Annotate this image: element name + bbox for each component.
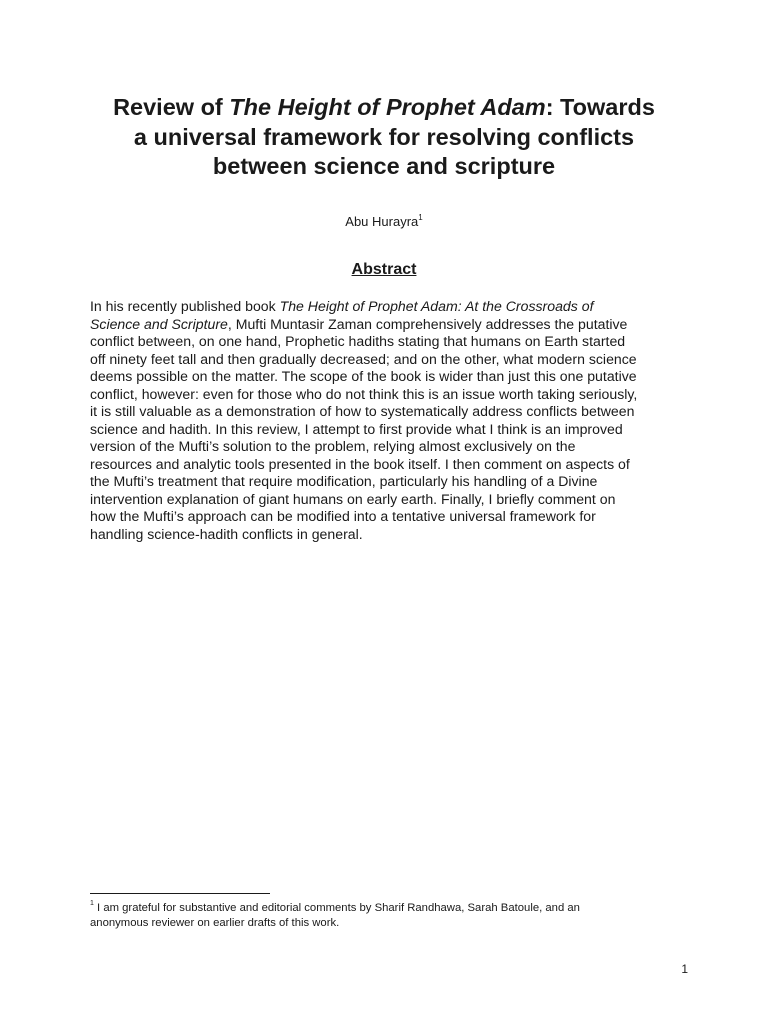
title-line-2: a universal framework for resolving conflicts bbox=[133, 123, 635, 150]
abstract-line: version of the Mufti’s solution to the problem, relying almost exclusively on the bbox=[90, 438, 576, 454]
footnote-mark: 1 bbox=[90, 900, 94, 908]
abstract-line bbox=[90, 316, 690, 334]
footnote bbox=[90, 901, 690, 930]
footnote-text: I am grateful for substantive and editorial comments by Sharif Randhawa, Sarah Batoule, and an bbox=[93, 902, 580, 914]
author-byline bbox=[0, 213, 768, 230]
footnote-line bbox=[90, 901, 690, 916]
page-number: 1 bbox=[681, 962, 688, 976]
abstract-line: resources and analytic tools presented in the book itself. I then comment on aspects of bbox=[90, 455, 630, 472]
abstract-line: conflict between, on one hand, Prophetic hadiths stating that humans on Earth started bbox=[90, 333, 626, 349]
footnote-line: anonymous reviewer on earlier drafts of this work. bbox=[90, 916, 340, 929]
abstract-line: intervention explanation of giant humans on early earth. Finally, I briefly comment on bbox=[90, 490, 616, 507]
title-book-name: The Height of Prophet Adam bbox=[229, 94, 546, 120]
paper-title bbox=[60, 93, 708, 182]
author-footnote-mark[interactable]: 1 bbox=[418, 212, 423, 222]
abstract-line: how the Mufti’s approach can be modified into a tentative universal framework for bbox=[90, 508, 596, 524]
abstract-body bbox=[90, 298, 690, 543]
abstract-line: it is still valuable as a demonstration of how to systematically address conflicts between bbox=[90, 403, 635, 419]
abstract-line: deems possible on the matter. The scope of the book is wider than just this one putative bbox=[90, 368, 637, 384]
title-prefix: Review of bbox=[113, 94, 230, 120]
abstract-line: conflict, however: even for those who do not think this is an issue worth taking seriously, bbox=[90, 385, 638, 402]
author-name: Abu Hurayra bbox=[345, 214, 419, 229]
abstract-text-segment: , Mufti Muntasir Zaman comprehensively addresses the putative bbox=[227, 315, 628, 332]
abstract-line: science and hadith. In this review, I attempt to first provide what I think is an improved bbox=[90, 420, 623, 437]
title-line-3: between science and scripture bbox=[212, 153, 556, 179]
abstract-book-title: The Height of Prophet Adam: At the Crossroads of bbox=[279, 298, 594, 314]
abstract-heading: Abstract bbox=[351, 261, 417, 278]
abstract-line bbox=[90, 298, 690, 316]
abstract-line: handling science-hadith conflicts in general. bbox=[90, 525, 363, 542]
footnote-divider bbox=[90, 893, 270, 894]
abstract-line: off ninety feet tall and then gradually decreased; and on the other, what modern science bbox=[90, 350, 637, 367]
abstract-text-segment: In his recently published book bbox=[90, 298, 280, 314]
abstract-book-subtitle: Science and Scripture bbox=[90, 315, 228, 332]
abstract-line: the Mufti’s treatment that require modification, particularly his handling of a Divine bbox=[90, 473, 598, 489]
title-suffix: : Towards bbox=[545, 94, 655, 120]
